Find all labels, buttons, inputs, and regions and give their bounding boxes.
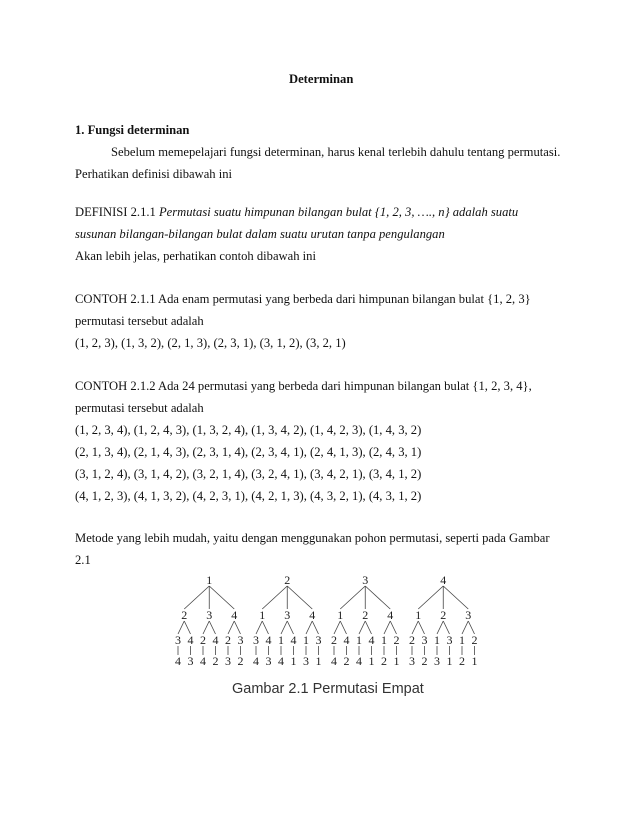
section-heading: 1. Fungsi determinan <box>75 123 190 137</box>
tree-leaf-node: 4 <box>253 654 259 668</box>
clarify-line: Akan lebih jelas, perhatikan contoh dibawah ini <box>75 249 316 263</box>
tree-level2-node: 3 <box>284 608 291 622</box>
example2-row-4: (4, 1, 2, 3), (4, 1, 3, 2), (4, 2, 3, 1), (4, 2, 1, 3), (4, 3, 2, 1), (4, 3, 1, 2) <box>75 489 422 503</box>
tree-root-node: 3 <box>362 575 369 587</box>
example2-line-1: CONTOH 2.1.2 Ada 24 permutasi yang berbeda dari himpunan bilangan bulat {1, 2, 3, 4}, <box>75 379 532 393</box>
tree-root-node: 4 <box>440 575 447 587</box>
tree-edge <box>262 586 287 609</box>
permutation-tree-figure <box>168 575 478 670</box>
tree-level3-node: 3 <box>315 633 322 647</box>
tree-leaf-node: 3 <box>225 654 231 668</box>
tree-leaf-node: 3 <box>409 654 415 668</box>
tree-leaf-node: 3 <box>303 654 309 668</box>
tree-leaf-node: 1 <box>446 654 453 668</box>
tree-level2-node: 1 <box>337 608 344 622</box>
tree-level3-node: 2 <box>200 633 206 647</box>
example2-row-1: (1, 2, 3, 4), (1, 2, 4, 3), (1, 3, 2, 4), (1, 3, 4, 2), (1, 4, 2, 3), (1, 4, 3, 2) <box>75 423 422 437</box>
definition-line-1 <box>75 205 518 220</box>
example1-line-2: permutasi tersebut adalah <box>75 314 204 328</box>
example1-permutations: (1, 2, 3), (1, 3, 2), (2, 1, 3), (2, 3, 1), (3, 1, 2), (3, 2, 1) <box>75 336 346 350</box>
tree-edge <box>365 586 390 609</box>
tree-level3-node: 4 <box>290 633 297 647</box>
tree-leaf-node: 1 <box>368 654 375 668</box>
tree-level3-node: 4 <box>265 633 272 647</box>
tree-edge <box>443 586 468 609</box>
definition-text: Permutasi suatu himpunan bilangan bulat {1, 2, 3, …., n} adalah suatu <box>158 205 519 219</box>
tree-edge <box>209 586 234 609</box>
tree-level2-node: 4 <box>231 608 238 622</box>
tree-level2-node: 4 <box>387 608 394 622</box>
tree-edge <box>340 586 365 609</box>
tree-leaf-node: 3 <box>434 654 440 668</box>
tree-leaf-node: 2 <box>237 654 244 668</box>
tree-leaf-node: 2 <box>381 654 387 668</box>
tree-root-node: 2 <box>284 575 291 587</box>
definition-label: DEFINISI 2.1.1 <box>75 205 159 219</box>
tree-leaf-node: 4 <box>278 654 284 668</box>
tree-leaf-node: 3 <box>265 654 272 668</box>
tree-level3-node: 3 <box>175 633 181 647</box>
tree-level3-node: 1 <box>459 633 465 647</box>
tree-level2-node: 3 <box>206 608 213 622</box>
tree-level3-node: 4 <box>212 633 219 647</box>
tree-level3-node: 1 <box>381 633 387 647</box>
tree-level3-node: 3 <box>421 633 428 647</box>
tree-level3-node: 4 <box>187 633 194 647</box>
tree-level3-node: 4 <box>343 633 350 647</box>
tree-level3-node: 2 <box>225 633 231 647</box>
tree-leaf-node: 2 <box>343 654 350 668</box>
tree-level3-node: 2 <box>393 633 400 647</box>
tree-edge <box>418 586 443 609</box>
intro-line-1: Sebelum memepelajari fungsi determinan, harus kenal terlebih dahulu tentang permutasi. <box>111 145 561 159</box>
tree-leaf-node: 4 <box>200 654 206 668</box>
tree-level3-node: 1 <box>434 633 440 647</box>
tree-level3-node: 3 <box>237 633 244 647</box>
tree-leaf-node: 1 <box>315 654 322 668</box>
tree-level3-node: 4 <box>368 633 375 647</box>
tree-level2-node: 1 <box>415 608 422 622</box>
definition-line-2: susunan bilangan-bilangan bulat dalam suatu urutan tanpa pengulangan <box>75 227 445 241</box>
tree-level3-node: 2 <box>471 633 478 647</box>
tree-leaf-node: 2 <box>421 654 428 668</box>
tree-leaf-node: 4 <box>331 654 337 668</box>
page-title: Determinan <box>289 72 354 86</box>
tree-level3-node: 1 <box>303 633 309 647</box>
tree-edge <box>184 586 209 609</box>
tree-level3-node: 1 <box>356 633 362 647</box>
tree-level2-node: 2 <box>440 608 447 622</box>
tree-level3-node: 3 <box>253 633 259 647</box>
tree-level2-node: 2 <box>362 608 369 622</box>
tree-leaf-node: 2 <box>459 654 465 668</box>
tree-leaf-node: 1 <box>393 654 400 668</box>
tree-level2-node: 1 <box>259 608 266 622</box>
example1-line-1: CONTOH 2.1.1 Ada enam permutasi yang berbeda dari himpunan bilangan bulat {1, 2, 3} <box>75 292 531 306</box>
example2-row-3: (3, 1, 2, 4), (3, 1, 4, 2), (3, 2, 1, 4), (3, 2, 4, 1), (3, 4, 2, 1), (3, 4, 1, 2) <box>75 467 422 481</box>
tree-level3-node: 1 <box>278 633 284 647</box>
tree-leaf-node: 1 <box>290 654 297 668</box>
tree-root-node: 1 <box>206 575 213 587</box>
tree-leaf-node: 4 <box>356 654 362 668</box>
tree-level3-node: 2 <box>409 633 415 647</box>
tree-level2-node: 4 <box>309 608 316 622</box>
example2-row-2: (2, 1, 3, 4), (2, 1, 4, 3), (2, 3, 1, 4), (2, 3, 4, 1), (2, 4, 1, 3), (2, 4, 3, 1) <box>75 445 422 459</box>
example2-line-2: permutasi tersebut adalah <box>75 401 204 415</box>
tree-level3-node: 2 <box>331 633 337 647</box>
tree-level2-node: 2 <box>181 608 188 622</box>
tree-leaf-node: 3 <box>187 654 194 668</box>
tree-level2-node: 3 <box>465 608 472 622</box>
tree-edge <box>287 586 312 609</box>
tree-level3-node: 3 <box>446 633 453 647</box>
figure-caption: Gambar 2.1 Permutasi Empat <box>232 681 424 697</box>
method-line-2: 2.1 <box>75 553 91 567</box>
method-line-1: Metode yang lebih mudah, yaitu dengan menggunakan pohon permutasi, seperti pada Gambar <box>75 531 550 545</box>
tree-leaf-node: 2 <box>212 654 219 668</box>
tree-leaf-node: 4 <box>175 654 181 668</box>
intro-line-2: Perhatikan definisi dibawah ini <box>75 167 233 181</box>
tree-leaf-node: 1 <box>471 654 478 668</box>
